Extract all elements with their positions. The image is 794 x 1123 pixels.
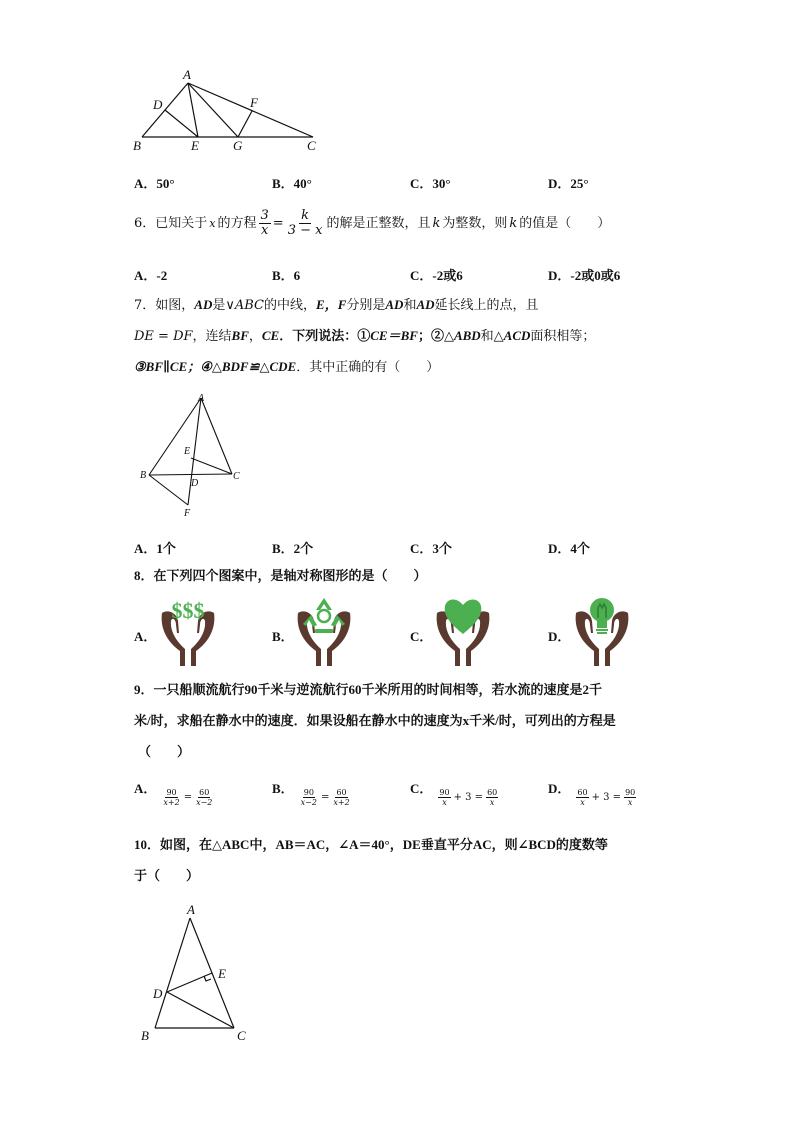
q9-option-a[interactable]: A． $\frac{90}{x+2}$ = $\frac{60}{x-2}$ — [134, 781, 213, 808]
q7-option-c[interactable]: C．3个 — [410, 541, 452, 556]
label-B: B — [140, 470, 147, 481]
q6-option-c[interactable]: C．-2或6 — [410, 268, 463, 283]
label-D: D — [153, 986, 163, 1001]
recycle-hands-icon — [294, 594, 354, 668]
figure-q7-triangle — [138, 388, 248, 520]
label-D: D — [153, 97, 163, 112]
q6-option-a[interactable]: A．-2 — [134, 268, 168, 283]
q7-option-b[interactable]: B．2个 — [272, 541, 314, 556]
label-E: E — [191, 138, 199, 153]
q7-stem-line2: DE = DF，连结BF，CE．下列说法：①CE＝BF；②△ABD和△ACD面积相等； — [134, 328, 596, 344]
q9-stem-line3: （ ） — [138, 744, 191, 759]
q9-stem-line1: 9．一只船顺流航行90千米与逆流航行60千米所用的时间相等，若水流的速度是2千 — [134, 682, 603, 697]
figure-q10-triangle — [134, 900, 264, 1050]
heart-hands-icon — [433, 594, 493, 668]
label-C: C — [237, 1028, 246, 1043]
q7-option-a[interactable]: A．1个 — [134, 541, 176, 556]
q6-option-d[interactable]: D．-2或0或6 — [548, 268, 621, 283]
label-E: E — [218, 966, 226, 981]
label-A: A — [183, 67, 191, 82]
q8-option-d-label[interactable]: D． — [548, 629, 571, 644]
label-F: F — [184, 508, 191, 519]
q8-stem: 8．在下列四个图案中，是轴对称图形的是（ ） — [134, 568, 427, 583]
bulb-hands-icon — [572, 594, 632, 668]
q6-stem: 6．已知关于 x 的方程 $\frac{3}{x}$ = $\frac{k}{3 - x}$ 的解是正整数，且 k 为整数，则 k 的值是（ ） — [134, 208, 611, 239]
q7-stem-line1: 7．如图，AD是∨ABC的中线，E，F分别是AD和AD延长线上的点，且 — [134, 297, 539, 313]
q8-option-c-label[interactable]: C． — [410, 629, 433, 644]
label-D: D — [191, 478, 199, 489]
label-C: C — [233, 471, 240, 482]
label-E: E — [184, 446, 191, 457]
label-A: A — [187, 902, 195, 917]
label-G: G — [233, 138, 243, 153]
q10-stem-line1: 10．如图，在△ABC中，AB＝AC，∠A＝40°，DE垂直平分AC，则∠BCD的度数等 — [134, 837, 608, 852]
q9-option-c[interactable]: C． $\frac{90}{x}$ + 3 = $\frac{60}{x}$ — [410, 781, 498, 808]
q8-option-b-label[interactable]: B． — [272, 629, 294, 644]
q9-option-d[interactable]: D． $\frac{60}{x}$ + 3 = $\frac{90}{x}$ — [548, 781, 636, 808]
dollar-hands-icon — [158, 594, 218, 668]
figure-q5-triangle — [128, 62, 338, 157]
label-A: A — [198, 393, 205, 404]
q10-stem-line2: 于（ ） — [134, 868, 200, 883]
q9-option-b[interactable]: B． $\frac{90}{x-2}$ = $\frac{60}{x+2}$ — [272, 781, 350, 808]
dollar-signs: $$$ — [171, 598, 205, 623]
label-B: B — [141, 1028, 149, 1043]
q5-option-b[interactable]: B．40° — [272, 176, 312, 191]
q5-option-c[interactable]: C．30° — [410, 176, 451, 191]
q8-option-a-label[interactable]: A． — [134, 629, 157, 644]
label-B: B — [133, 138, 141, 153]
q7-stem-line3: ③BF∥CE；④△BDF≌△CDE．其中正确的有（ ） — [134, 359, 440, 374]
q6-option-b[interactable]: B．6 — [272, 268, 301, 283]
q5-option-d[interactable]: D．25° — [548, 176, 589, 191]
label-F: F — [250, 95, 258, 110]
q9-stem-line2: 米/时，求船在静水中的速度．如果设船在静水中的速度为x千米/时，可列出的方程是 — [134, 713, 616, 728]
q5-option-a[interactable]: A．50° — [134, 176, 175, 191]
label-C: C — [307, 138, 316, 153]
q7-option-d[interactable]: D．4个 — [548, 541, 590, 556]
